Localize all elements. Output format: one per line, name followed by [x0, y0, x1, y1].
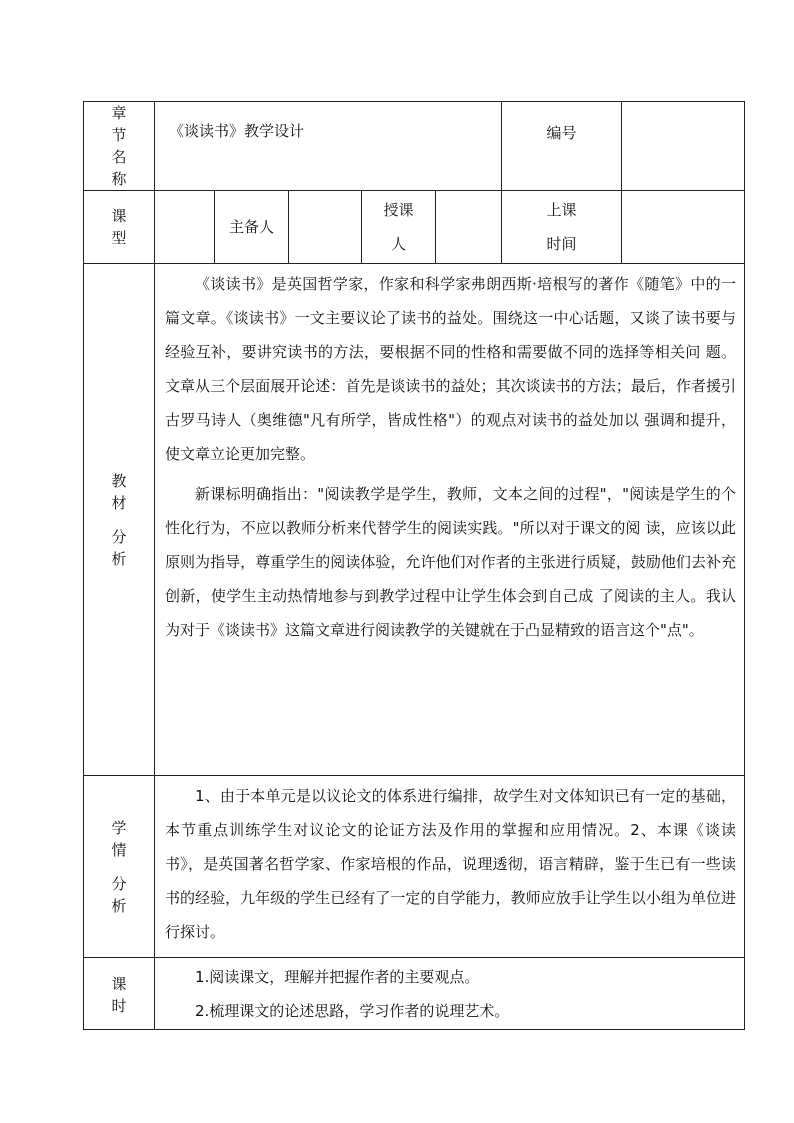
lesson-plan-table: [83, 101, 745, 1030]
class-time-label-line1: 上课: [546, 201, 577, 219]
row-textbook-analysis: [84, 264, 745, 776]
lesson-type-value: [155, 191, 215, 264]
chapter-title: 《谈读书》教学设计: [155, 102, 502, 191]
chapter-name-label-line2: 名 称: [111, 148, 141, 188]
textbook-analysis-label-line2: 分 析: [111, 527, 141, 568]
number-label: 编号: [502, 102, 622, 191]
class-time-value: [622, 191, 745, 264]
number-value: [622, 102, 745, 191]
row-lesson-type: [84, 191, 745, 264]
row-chapter-name: [84, 102, 745, 191]
class-time-label-line2: 时间: [546, 235, 577, 253]
student-analysis-content: [155, 776, 745, 958]
student-analysis-label: [84, 776, 155, 958]
class-hours-item-2: 2.梳理课文的论述思路，学习作者的说理艺术。: [195, 1002, 510, 1020]
textbook-analysis-content: [155, 264, 745, 776]
teacher-value: [436, 191, 502, 264]
class-hours-item-1: 1.阅读课文，理解并把握作者的主要观点。: [195, 968, 480, 986]
student-analysis-label-line2: 分 析: [111, 874, 141, 915]
teacher-label-line1: 授课: [383, 201, 414, 219]
class-hours-content: [155, 958, 745, 1030]
teacher-label: [362, 191, 436, 264]
row-class-hours: [84, 958, 745, 1030]
chapter-name-label: [84, 102, 155, 191]
class-time-label: [502, 191, 622, 264]
class-hours-label-text: 课 时: [111, 975, 141, 1015]
textbook-analysis-label: [84, 264, 155, 776]
class-hours-label: [84, 958, 155, 1030]
lesson-type-label: [84, 191, 155, 264]
chapter-name-label-line1: 章 节: [111, 104, 141, 144]
textbook-analysis-paragraph-1: 《谈读书》是英国哲学家，作家和科学家弗朗西斯·培根写的著作《随笔》中的一篇文章。《谈读书》一文主要议论了读书的益处。围绕这一中心话题，又谈了读书要与经验互补，要讲究读书的方法，要根据不同的性格和需要做不同的选择等相关问 题。文章从三个层面展开论述：首先是谈读书的益处；其次谈读书的方法；最后，作者援引古罗马诗人（奥维德"凡有所学，皆成性格"）的观点对读书的益处加以 强调和提升，使文章立论更加完整。: [165, 275, 737, 463]
textbook-analysis-paragraph-2: 新课标明确指出："阅读教学是学生，教师，文本之间的过程"，"阅读是学生的个性化行为，不应以教师分析来代替学生的阅读实践。"所以对于课文的阅 读，应该以此原则为指导，尊重学生的阅读体验，允许他们对作者的主张进行质疑，鼓励他们去补充创新，使学生主动热情地参与到教学过程中让学生体会到自己成 了阅读的主人。我认为对于《谈读书》这篇文章进行阅读教学的关键就在于凸显精致的语言这个"点"。: [165, 485, 737, 639]
textbook-analysis-label-line1: 教 材: [111, 471, 141, 512]
row-student-analysis: [84, 776, 745, 958]
main-preparer-value: [289, 191, 362, 264]
teacher-label-line2: 人: [390, 235, 406, 253]
student-analysis-label-line1: 学 情: [111, 818, 141, 859]
lesson-type-label-text: 课 型: [111, 207, 141, 247]
main-preparer-label: 主备人: [215, 191, 289, 264]
student-analysis-paragraph: 1、由于本单元是以议论文的体系进行编排，故学生对文体知识已有一定的基础，本节重点训练学生对议论文的论证方法及作用的掌握和应用情况。2、本课《谈读书》，是英国著名哲学家、作家培根的作品，说理透彻，语言精辟，鉴于生已有一些读书的经验，九年级的学生已经有了一定的自学能力，教师应放手让学生以小组为单位进行探讨。: [165, 787, 737, 941]
